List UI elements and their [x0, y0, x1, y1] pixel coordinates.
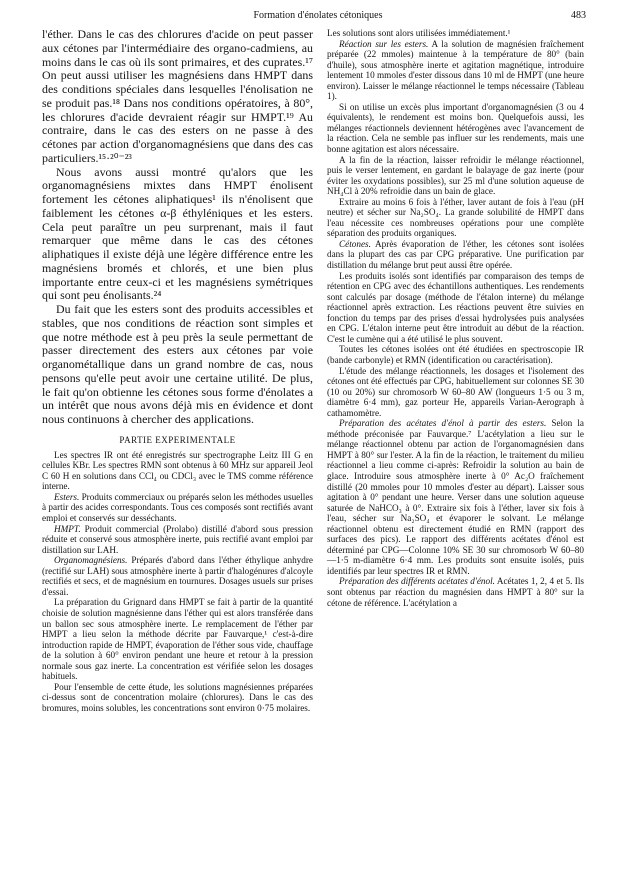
discussion-paragraph: Du fait que les esters sont des produits accessibles et stables, que nos conditions de réaction sont simples et que notre méthode est à peu près la seule permettant de passer directement des esters aux cétones par voie organométallique dans un grand nombre de cas, nous pensons qu'elle peut avoir une certaine utilité. De plus, le fait qu'on obtienne les cétones sous forme d'énolates a un intérêt que nous avons déjà mis en évidence et dont nous continuons à chercher des applications. — [42, 302, 313, 426]
page-number: 483 — [571, 10, 586, 21]
experimental-paragraph: La préparation du Grignard dans HMPT se fait à partir de la quantité choisie de solution magnésienne dans l'éther qui est alors transférée dans un ballon sec sous atmosphère inerte. Le remplacement de l'éther par HMPT a lieu selon la méthode décrite par Fauvarque,¹ c'est-à-dire introduction rapide de HMPT, évaporation de l'éther sous vide, chauffage de la solution à 60° environ pendant une heure et retour à la pression normale sous gaz inerte. La concentration est vérifiée selon les dosages habituels. — [42, 597, 313, 682]
paragraph-lead: Réaction sur les esters. — [339, 38, 429, 49]
paragraph-lead: Esters. — [54, 491, 80, 502]
right-column — [327, 28, 584, 608]
experimental-paragraph: Pour l'ensemble de cette étude, les solutions magnésiennes préparées ci-dessus sont de concentration molaire (chlorures). Dans le cas des bromures, moins solubles, les concentrations sont environ 0·75 molaires. — [42, 681, 313, 713]
experimental-paragraph: Si on utilise un excès plus important d'organomagnésien (3 ou 4 équivalents), le rendement est moins bon. Quelquefois aussi, les mélanges réactionnels deviennent hétérogènes avec l'avancement de la réaction. Cela ne semble pas influer sur les rendements, mais une bonne agitation est alors nécessaire. — [327, 101, 584, 155]
running-title: Formation d'énolates cétoniques — [253, 10, 383, 21]
experimental-paragraph: Cétones. Après évaporation de l'éther, les cétones sont isolées dans la plupart des cas par CPG préparative. Une purification par distillation du mélange brut peut aussi être opérée. — [327, 238, 584, 271]
experimental-paragraph: Les solutions sont alors utilisées immédiatement.¹ — [327, 28, 511, 38]
experimental-paragraph: Réaction sur les esters. A la solution de magnésien fraîchement préparée (22 mmoles) maintenue à la température de 80° (bain d'huile), sous atmosphère inerte et agitation magnétique, introduire lentement 10 mmoles d'ester dissous dans 10 ml de HMPT (une heure environ). Laisser le mélange réactionnel le temps nécessaire (Tableau 1). — [327, 38, 584, 102]
experimental-text — [42, 450, 313, 714]
experimental-paragraph: Les produits isolés sont identifiés par comparaison des temps de rétention en CPG avec des échantillons authentiques. Les rendements sont calculés par dosage (méthode de l'étalon interne) du mélange réactionnel après extraction. Les réactions peuvent être suivies en fonction du temps par des prises d'essai hydrolysées puis analysées en CPG. L'étalon interne peut être introduit au début de la réaction. C'est le cumène qui a été utilisé le plus souvent. — [327, 270, 584, 344]
paragraph-lead: HMPT. — [54, 523, 81, 534]
page-header — [50, 10, 586, 24]
discussion-text — [42, 28, 313, 427]
experimental-paragraph: Esters. Produits commerciaux ou préparés selon les méthodes usuelles à partir des acides correspondants. Tous ces composés sont rectifiés avant emploi et conservés sur desséchants. — [42, 491, 313, 524]
paragraph-lead: Préparation des différents acétates d'énol. — [339, 576, 495, 587]
discussion-paragraph: Nous avons aussi montré qu'alors que les organomagnésiens mixtes dans HMPT énolisent fortement les cétones aliphatiques¹ ils n'énolisent que faiblement les cétones α-β éthyléniques et les esters. Cela peut paraître un peu surprenant, mais il faut remarquer que même dans le cas des cétones aliphatiques il existe déjà une légère différence entre les magnésiens bromés et chlorés, et une bien plus importante entre ceux-ci et les magnésiens symétriques qui sont peu énolisants.²⁴ — [42, 164, 313, 303]
experimental-paragraph: HMPT. Produit commercial (Prolabo) distillé d'abord sous pression réduite et conservé sous atmosphère inerte, puis rectifié avant emploi par distillation sur LAH. — [42, 523, 313, 555]
paragraph-lead: Cétones. — [339, 238, 371, 249]
experimental-paragraph: Toutes les cétones isolées ont été étudiées en spectroscopie IR (bande carbonyle) et RMN (identification ou caractérisation). — [327, 344, 584, 365]
experimental-paragraph: A la fin de la réaction, laisser refroidir le mélange réactionnel, puis le verser lentement, en gardant le balayage de gaz inerte (pour éviter les oxydations possibles), sur 25 ml d'une solution aqueuse de NH₄Cl à 20% refroidie dans un bain de glace. — [327, 154, 584, 197]
left-column — [42, 28, 313, 713]
experimental-paragraph: Préparation des acétates d'énol à partir des esters. Selon la méthode préconisée par Fauvarque.⁷ L'acétylation a lieu sur le mélange réactionnel obtenu par action de l'organomagnésien dans HMPT à 80° sur l'ester. A la fin de la réaction, le traitement du milieu réactionnel a lieu comme ci-après: Refroidir la solution au bain de glace. Introduire sous atmosphère inerte à 0° Ac₂O fraîchement distillé (20 mmoles pour 10 mmoles d'ester au départ). Laisser sous agitation à 0° pendant une heure. Verser dans une solution aqueuse saturée de NaHCO₃ à 0°. Extraire six fois à l'éther, laver six fois à l'eau, sécher sur Na₂SO₄ et évaporer le solvant. Le mélange réactionnel obtenu est directement étudié en RMN (rapport des surfaces des pics). Le rapport des différents acétates d'énol est déterminé par CPG—Colonne 10% SE 30 sur chromosorb W 60–80—1·5 m-diamètre 6·4 mm. Les produits sont ensuite isolés, puis identifiés par leur spectres IR et RMN. — [327, 418, 584, 576]
experimental-paragraph: Préparation des différents acétates d'énol. Acétates 1, 2, 4 et 5. Ils sont obtenus par réaction du magnésien dans HMPT à 80° sur la cétone de référence. L'acétylation a — [327, 576, 584, 608]
experimental-paragraph: L'étude des mélange réactionnels, les dosages et l'isolement des cétones ont été effectués par CPG, habituellement sur colonnes SE 30 (10 ou 20%) sur chromosorb W 60–80 AW (longueurs 1·5 ou 3 m, diamètre 6·4 mm), gaz porteur He, appareils Varian-Aerograph à cathamomètre. — [327, 365, 584, 418]
experimental-paragraph: Les spectres IR ont été enregistrés sur spectrographe Leitz III G en cellules KBr. Les spectres RMN sont obtenus à 60 MHz sur appareil Jeol C 60 H en solutions dans CCl₄ ou CDCl₃ avec le TMS comme référence interne. — [42, 449, 313, 492]
paragraph-lead: Organomagnésiens. — [54, 555, 128, 566]
section-title-experimental: PARTIE EXPERIMENTALE — [119, 434, 236, 445]
paragraph-lead: Préparation des acétates d'énol à partir des esters. — [339, 418, 547, 429]
experimental-paragraph: Extraire au moins 6 fois à l'éther, laver autant de fois à l'eau (pH neutre) et sécher sur Na₂SO₄. La grande solubilité de HMPT dans l'eau nécessite ces nombreuses opérations pour une complète séparation des produits organiques. — [327, 196, 584, 239]
discussion-paragraph: l'éther. Dans le cas des chlorures d'acide on peut passer aux cétones par l'intermédiaire des organo-cadmiens, au moins dans le cas où ils sont primaires, et des cuprates.¹⁷ On peut aussi utiliser les magnésiens dans HMPT dans des conditions spéciales dans lesquelles l'énolisation ne se produit pas.¹⁸ Dans nos conditions opératoires, à 80°, les chlorures d'acide devraient réagir sur HMPT.¹⁹ Au contraire, dans le cas des esters on ne passe à des cétones par action d'organomagnésiens que dans des cas particuliers.¹⁵·²⁰⁻²³ — [42, 27, 313, 165]
experimental-paragraph: Organomagnésiens. Préparés d'abord dans l'éther éthylique anhydre (rectifié sur LAH) sous atmosphère inerte à partir d'halogénures d'alcoyle rectifiés et secs, et de magnésium en tournures. Dosages usuels sur prises d'essai. — [42, 555, 313, 597]
